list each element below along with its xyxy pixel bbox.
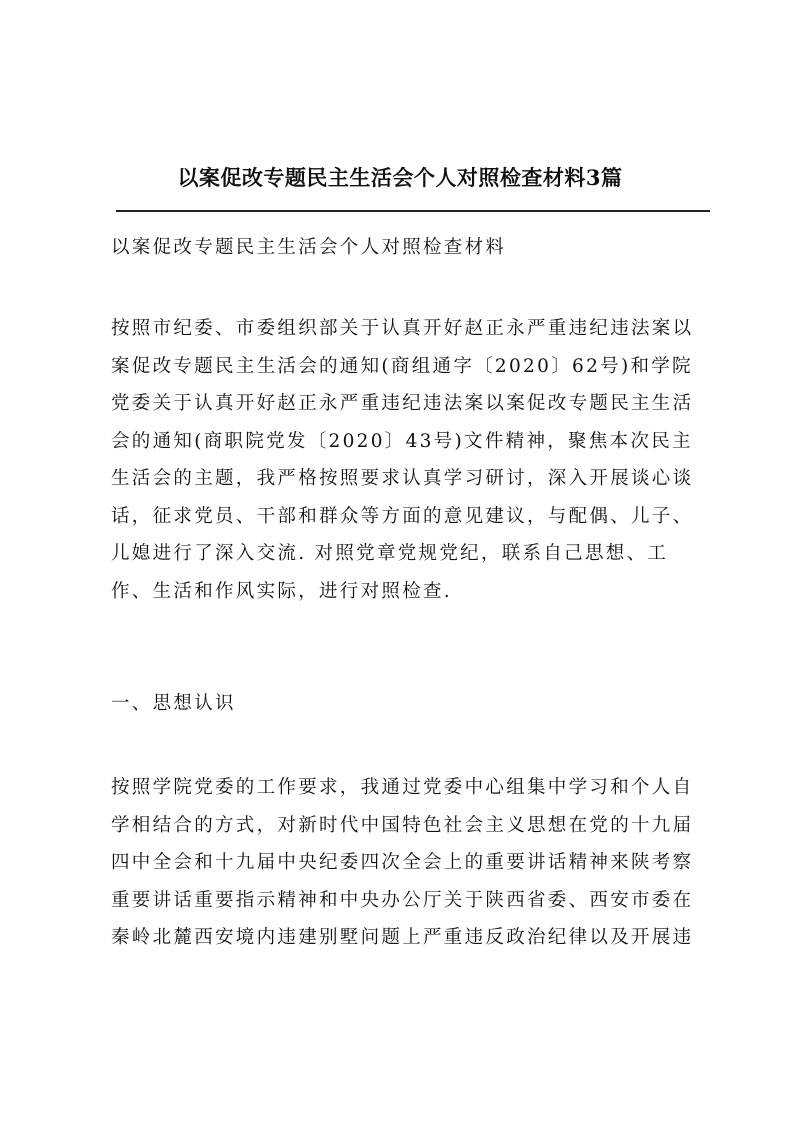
paragraph-line: 秦岭北麓西安境内违建别墅问题上严重违反政治纪律以及开展违 [111,927,694,948]
paragraph-line: 学相结合的方式，对新时代中国特色社会主义思想在党的十九届 [111,814,694,836]
paragraph-line: 作、生活和作风实际，进行对照检查. [111,580,452,602]
paragraph-line: 话，征求党员、干部和群众等方面的意见建议，与配偶、儿子、 [111,505,694,527]
paragraph-line: 重要讲话重要指示精神和中央办公厅关于陕西省委、西安市委在 [111,889,694,911]
document-title: 以案促改专题民主生活会个人对照检查材料3篇 [177,165,623,190]
section-heading-text: 一、思想认识 [111,693,236,714]
section-heading [111,685,711,723]
paragraph-line: 案促改专题民主生活会的通知(商组通字〔2020〕62号)和学院 [111,355,693,377]
paragraph-line: 生活会的主题，我严格按照要求认真学习研讨，深入开展谈心谈 [111,468,694,489]
title-underline [116,210,710,212]
paragraph-line: 党委关于认真开好赵正永严重违纪违法案以案促改专题民主生活 [111,393,694,414]
paragraph-line: 四中全会和十九届中央纪委四次全会上的重要讲话精神来陕考察 [111,852,694,873]
paragraph-line: 按照市纪委、市委组织部关于认真开好赵正永严重违纪违法案以 [111,318,694,339]
paragraph-line: 儿媳进行了深入交流. 对照党章党规党纪，联系自己思想、工 [111,543,669,564]
paragraph-line: 会的通知(商职院党发〔2020〕43号)文件精神，聚焦本次民主 [111,430,693,452]
paragraph-section1 [111,769,711,957]
paragraph-line: 按照学院党委的工作要求，我通过党委中心组集中学习和个人自 [111,777,694,798]
document-subtitle [111,229,711,267]
subtitle-text: 以案促改专题民主生活会个人对照检查材料 [111,237,507,258]
paragraph-intro [111,310,711,610]
